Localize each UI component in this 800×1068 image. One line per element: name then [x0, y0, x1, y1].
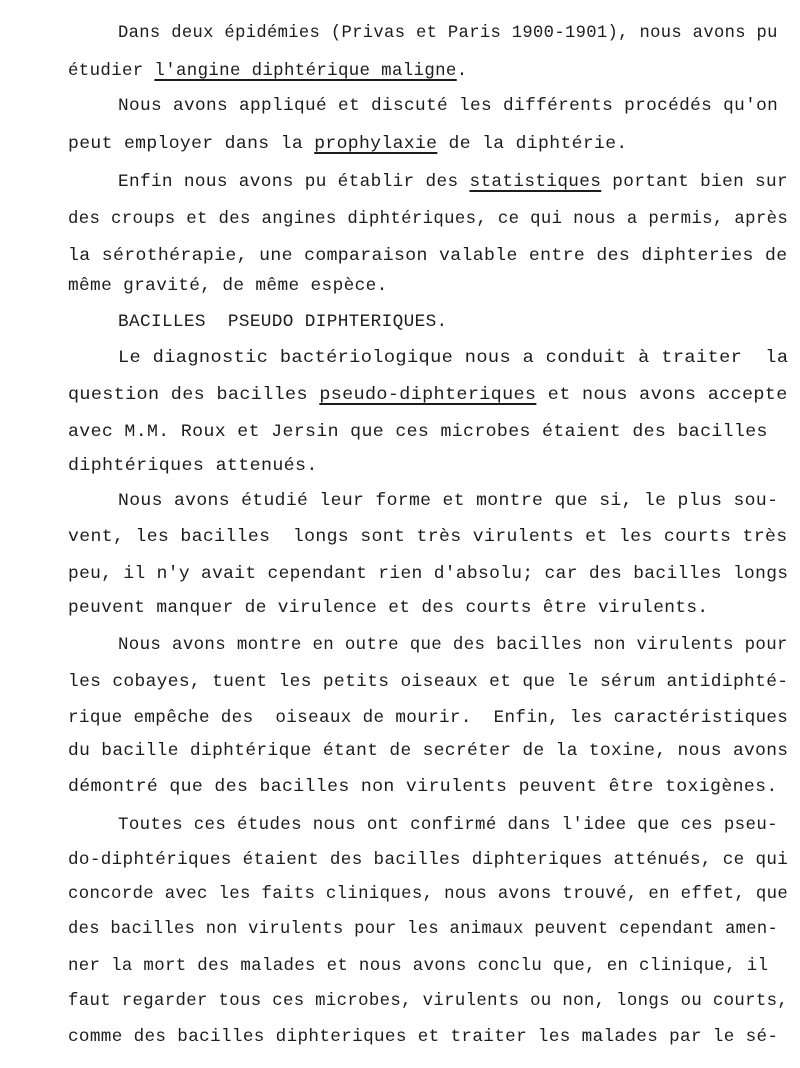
text-segment: Enfin nous avons pu établir des [118, 172, 470, 192]
text-line: des bacilles non virulents pour les animaux peuvent cependant amen- [68, 919, 779, 939]
text-line: Nous avons appliqué et discuté les différents procédés qu'on [118, 96, 779, 116]
text-line [68, 384, 788, 406]
text-line [118, 171, 788, 193]
text-line: diphtériques attenués. [68, 456, 318, 476]
text-line: les cobayes, tuent les petits oiseaux et que le sérum antidiphté- [68, 672, 789, 692]
text-line: du bacille diphtérique étant de secréter de la toxine, nous avons [68, 741, 789, 761]
text-line: faut regarder tous ces microbes, virulents ou non, longs ou courts, [68, 991, 789, 1011]
text-line: même gravité, de même espèce. [68, 276, 388, 296]
section-heading: BACILLES PSEUDO DIPHTERIQUES. [118, 312, 448, 332]
underlined-term: statistiques [469, 172, 602, 192]
text-segment: peut employer dans la [68, 134, 315, 154]
text-line [68, 60, 468, 82]
text-line: Le diagnostic bactériologique nous a conduit à traiter la [118, 348, 789, 368]
text-line: avec M.M. Roux et Jersin que ces microbes étaient des bacilles [68, 422, 768, 442]
text-line: peuvent manquer de virulence et des courts être virulents. [68, 598, 709, 618]
text-segment: étudier [68, 61, 155, 81]
text-line: démontré que des bacilles non virulents peuvent être toxigènes. [68, 777, 778, 797]
text-line: des croups et des angines diphtériques, ce qui nous a permis, après [68, 209, 789, 229]
underlined-term: pseudo-diphteriques [319, 385, 537, 405]
text-segment: . [456, 61, 468, 81]
text-segment: de la diphtérie. [437, 134, 628, 154]
text-line: ner la mort des malades et nous avons conclu que, en clinique, il [68, 956, 769, 976]
text-line: Nous avons étudié leur forme et montre que si, le plus sou- [118, 491, 779, 511]
text-line: Toutes ces études nous ont confirmé dans l'idee que ces pseu- [118, 815, 778, 835]
text-line: concorde avec les faits cliniques, nous avons trouvé, en effet, que [68, 884, 789, 904]
underlined-term: prophylaxie [314, 134, 438, 154]
text-line: do-diphtériques étaient des bacilles diphteriques atténués, ce qui [68, 850, 789, 870]
text-line: comme des bacilles diphteriques et traiter les malades par le sé- [68, 1027, 779, 1047]
text-segment: portant bien sur [601, 172, 788, 192]
text-line: la sérothérapie, une comparaison valable entre des diphteries de [68, 246, 788, 266]
text-line: Nous avons montre en outre que des bacilles non virulents pour [118, 635, 788, 655]
text-line: peu, il n'y avait cependant rien d'absolu; car des bacilles longs [68, 564, 789, 584]
text-segment: et nous avons accepte [536, 385, 788, 405]
text-line: vent, les bacilles longs sont très virulents et les courts très [68, 527, 788, 547]
text-line: Dans deux épidémies (Privas et Paris 1900-1901), nous avons pu [118, 23, 778, 43]
text-line [68, 133, 628, 155]
underlined-term: l'angine diphtérique maligne [154, 61, 457, 81]
text-line: rique empêche des oiseaux de mourir. Enfin, les caractéristiques [68, 708, 789, 728]
text-segment: question des bacilles [68, 385, 320, 405]
